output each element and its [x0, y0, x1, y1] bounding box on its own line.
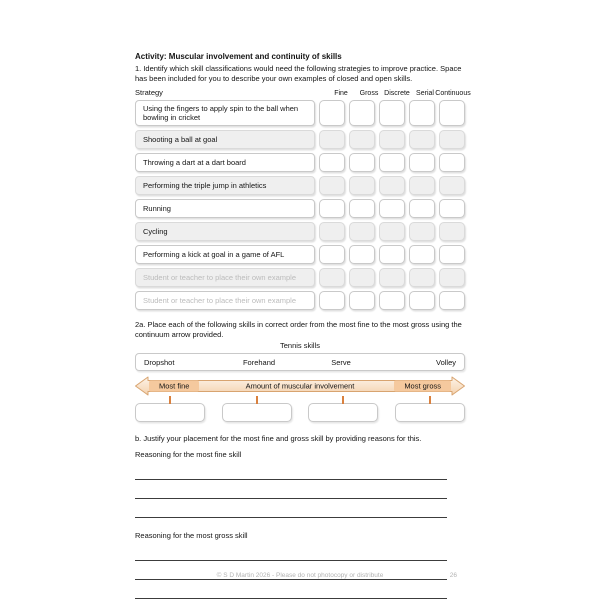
strategy-cell: Using the fingers to apply spin to the ball when bowling in cricket — [135, 100, 315, 126]
writing-line[interactable] — [135, 542, 447, 561]
checkbox-continuous[interactable] — [439, 176, 465, 195]
tennis-skill-label: Volley — [435, 357, 456, 367]
page-content — [135, 52, 471, 599]
table-row — [135, 291, 465, 310]
most-fine-label: Most fine — [149, 381, 199, 392]
checkbox-serial[interactable] — [409, 199, 435, 218]
continuum-arrow — [135, 376, 465, 396]
table-header-row — [135, 88, 471, 97]
checkbox-serial[interactable] — [409, 291, 435, 310]
gross-reasoning-lines — [135, 542, 465, 599]
gross-reasoning-heading: Reasoning for the most gross skill — [135, 531, 248, 540]
checkbox-discrete[interactable] — [379, 222, 405, 241]
strategy-cell: Running — [135, 199, 315, 218]
writing-line[interactable] — [135, 461, 447, 480]
tennis-skills-title: Tennis skills — [279, 341, 320, 350]
checkbox-continuous[interactable] — [439, 268, 465, 287]
checkbox-serial[interactable] — [409, 176, 435, 195]
checkbox-continuous[interactable] — [439, 245, 465, 264]
checkbox-fine[interactable] — [319, 100, 345, 126]
checkbox-serial[interactable] — [409, 153, 435, 172]
checkbox-discrete[interactable] — [379, 100, 405, 126]
fine-reasoning-heading: Reasoning for the most fine skill — [135, 450, 242, 459]
checkbox-continuous[interactable] — [439, 222, 465, 241]
checkbox-fine[interactable] — [319, 130, 345, 149]
checkbox-fine[interactable] — [319, 153, 345, 172]
continuum-answer-box[interactable] — [135, 403, 205, 422]
table-row — [135, 268, 465, 287]
writing-line[interactable] — [135, 580, 447, 599]
column-header-gross: Gross — [359, 90, 379, 97]
tennis-skills-box — [135, 353, 465, 371]
table-row — [135, 153, 465, 172]
checkbox-discrete[interactable] — [379, 153, 405, 172]
strategy-cell[interactable]: Student or teacher to place their own example — [135, 291, 315, 310]
checkbox-gross[interactable] — [349, 222, 375, 241]
checkbox-serial[interactable] — [409, 130, 435, 149]
checkbox-serial[interactable] — [409, 100, 435, 126]
footer-copyright: © S D Martin 2026 - Please do not photocopy or distribute — [216, 572, 384, 579]
q2a-instructions: 2a. Place each of the following skills in correct order from the most fine to the most gross using the continuum arrow provided. — [135, 320, 462, 339]
continuum-answer-box[interactable] — [308, 403, 378, 422]
column-header-serial: Serial — [416, 90, 434, 97]
checkbox-continuous[interactable] — [439, 100, 465, 126]
checkbox-gross[interactable] — [349, 153, 375, 172]
activity-title: Activity: Muscular involvement and continuity of skills — [135, 52, 342, 61]
checkbox-fine[interactable] — [319, 199, 345, 218]
classification-column-headers — [329, 90, 471, 97]
table-row — [135, 100, 465, 126]
checkbox-discrete[interactable] — [379, 245, 405, 264]
table-row — [135, 199, 465, 218]
table-row — [135, 222, 465, 241]
classification-table — [135, 100, 465, 310]
page-number: 26 — [449, 572, 457, 579]
checkbox-fine[interactable] — [319, 291, 345, 310]
writing-line[interactable] — [135, 480, 447, 499]
writing-line[interactable] — [135, 499, 447, 518]
checkbox-discrete[interactable] — [379, 199, 405, 218]
checkbox-discrete[interactable] — [379, 291, 405, 310]
checkbox-gross[interactable] — [349, 130, 375, 149]
continuum-answer-row — [135, 403, 465, 422]
checkbox-continuous[interactable] — [439, 291, 465, 310]
q2b-instructions: b. Justify your placement for the most fine and gross skill by providing reasons for this. — [135, 434, 422, 443]
checkbox-discrete[interactable] — [379, 176, 405, 195]
table-row — [135, 130, 465, 149]
checkbox-fine[interactable] — [319, 176, 345, 195]
tennis-skill-label: Dropshot — [144, 357, 175, 367]
checkbox-fine[interactable] — [319, 245, 345, 264]
checkbox-continuous[interactable] — [439, 130, 465, 149]
checkbox-gross[interactable] — [349, 199, 375, 218]
continuum-center-label: Amount of muscular involvement — [245, 381, 355, 391]
checkbox-gross[interactable] — [349, 268, 375, 287]
checkbox-serial[interactable] — [409, 222, 435, 241]
fine-reasoning-lines — [135, 461, 465, 518]
checkbox-continuous[interactable] — [439, 199, 465, 218]
checkbox-gross[interactable] — [349, 291, 375, 310]
checkbox-continuous[interactable] — [439, 153, 465, 172]
table-row — [135, 176, 465, 195]
tennis-skill-label: Serve — [331, 357, 351, 367]
strategy-cell: Performing a kick at goal in a game of AFL — [135, 245, 315, 264]
checkbox-fine[interactable] — [319, 268, 345, 287]
strategy-cell: Throwing a dart at a dart board — [135, 153, 315, 172]
checkbox-gross[interactable] — [349, 176, 375, 195]
column-header-discrete: Discrete — [384, 90, 410, 97]
strategy-cell[interactable]: Student or teacher to place their own example — [135, 268, 315, 287]
checkbox-discrete[interactable] — [379, 130, 405, 149]
table-row — [135, 245, 465, 264]
strategy-cell: Performing the triple jump in athletics — [135, 176, 315, 195]
strategy-cell: Cycling — [135, 222, 315, 241]
checkbox-gross[interactable] — [349, 245, 375, 264]
strategy-column-header: Strategy — [135, 88, 163, 97]
checkbox-fine[interactable] — [319, 222, 345, 241]
continuum-answer-box[interactable] — [395, 403, 465, 422]
strategy-cell: Shooting a ball at goal — [135, 130, 315, 149]
checkbox-serial[interactable] — [409, 268, 435, 287]
checkbox-gross[interactable] — [349, 100, 375, 126]
checkbox-serial[interactable] — [409, 245, 435, 264]
column-header-continuous: Continuous — [435, 90, 471, 97]
continuum-answer-box[interactable] — [222, 403, 292, 422]
column-header-fine: Fine — [334, 90, 348, 97]
checkbox-discrete[interactable] — [379, 268, 405, 287]
tennis-skill-label: Forehand — [242, 357, 276, 367]
most-gross-label: Most gross — [394, 381, 451, 392]
q1-instructions: 1. Identify which skill classifications would need the following strategies to improve practice. Space has been included for you to describe your own examples of closed and open skills. — [135, 64, 462, 83]
